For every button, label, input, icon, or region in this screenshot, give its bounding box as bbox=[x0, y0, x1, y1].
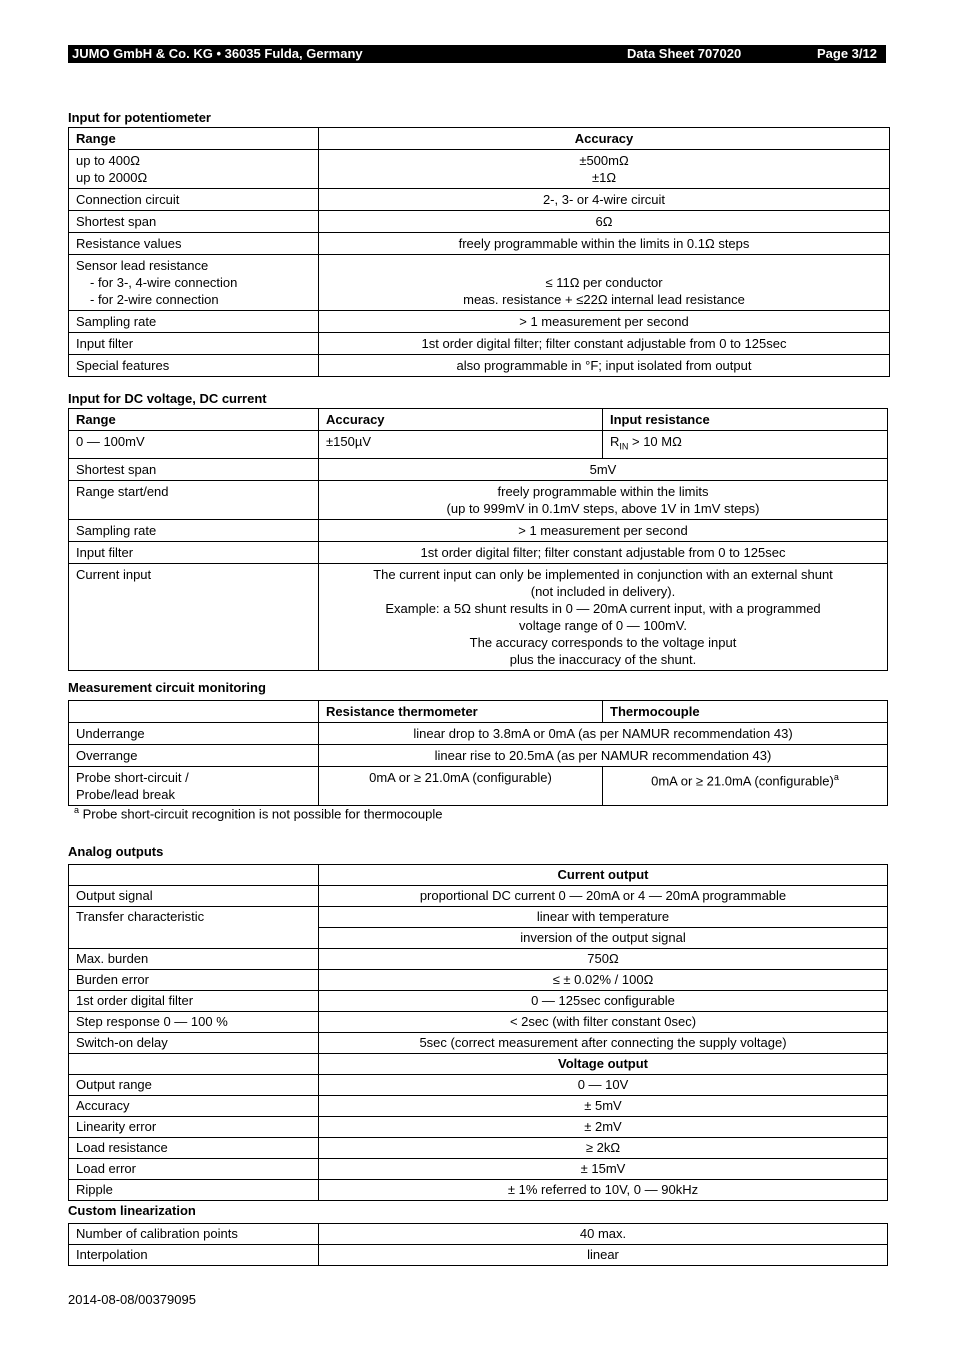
label-cell: Special features bbox=[69, 355, 319, 377]
table-row bbox=[69, 1117, 888, 1138]
value-cell: linear bbox=[319, 1245, 888, 1266]
table-row bbox=[69, 1054, 888, 1075]
cell-text: (up to 999mV in 0.1mV steps, above 1V in 1mV steps) bbox=[446, 500, 760, 516]
section-title-dc-input: Input for DC voltage, DC current bbox=[68, 391, 267, 406]
footnote bbox=[74, 805, 442, 821]
table-row bbox=[69, 745, 888, 767]
cell-text: (not included in delivery). bbox=[530, 583, 676, 599]
value-cell: ±150µV bbox=[319, 431, 603, 459]
value-cell: 1st order digital filter; filter constant adjustable from 0 to 125sec bbox=[319, 541, 888, 563]
section-title-monitoring: Measurement circuit monitoring bbox=[68, 680, 266, 695]
table-row bbox=[69, 458, 888, 480]
table-row bbox=[69, 409, 888, 431]
value-cell: ± 5mV bbox=[319, 1096, 888, 1117]
table-row bbox=[69, 701, 888, 723]
value-cell: 0mA or ≥ 21.0mA (configurable) bbox=[319, 767, 603, 806]
label-cell: Underrange bbox=[69, 723, 319, 745]
cell-text: 0mA or ≥ 21.0mA (configurable) bbox=[651, 773, 834, 789]
label-cell: Output signal bbox=[69, 886, 319, 907]
table-monitoring bbox=[68, 700, 888, 806]
table-row bbox=[69, 150, 890, 189]
value-cell: freely programmable within the limits in 0.1Ω steps bbox=[319, 233, 890, 255]
cell-text: Sensor lead resistance bbox=[76, 258, 209, 273]
value-cell: > 1 measurement per second bbox=[319, 311, 890, 333]
value-cell: 5mV bbox=[319, 458, 888, 480]
cell-text: up to 400Ω bbox=[76, 153, 140, 168]
value-cell: proportional DC current 0 — 20mA or 4 — 20mA programmable bbox=[319, 886, 888, 907]
table-row bbox=[69, 886, 888, 907]
table-row bbox=[69, 211, 890, 233]
value-cell: inversion of the output signal bbox=[319, 928, 888, 949]
value-cell: also programmable in °F; input isolated from output bbox=[319, 355, 890, 377]
cell-text: Probe/lead break bbox=[76, 787, 176, 802]
table-row bbox=[69, 1012, 888, 1033]
cell-text: plus the inaccuracy of the shunt. bbox=[509, 651, 697, 667]
value-cell: 0 — 10V bbox=[319, 1075, 888, 1096]
label-cell: Max. burden bbox=[69, 949, 319, 970]
table-dc-input bbox=[68, 408, 888, 671]
table-row bbox=[69, 970, 888, 991]
header-cell: Current output bbox=[319, 865, 888, 886]
label-cell: Sampling rate bbox=[69, 519, 319, 541]
value-cell: ± 2mV bbox=[319, 1117, 888, 1138]
header-cell: Accuracy bbox=[319, 409, 603, 431]
cell-text: IN bbox=[619, 441, 629, 452]
value-cell: 40 max. bbox=[319, 1224, 888, 1245]
header-bar bbox=[68, 45, 886, 63]
label-cell: Load resistance bbox=[69, 1138, 319, 1159]
table-row bbox=[69, 723, 888, 745]
label-cell: Number of calibration points bbox=[69, 1224, 319, 1245]
cell-text: ±500mΩ bbox=[579, 153, 629, 168]
value-cell bbox=[319, 150, 890, 189]
cell-text: The accuracy corresponds to the voltage input bbox=[469, 634, 737, 650]
header-cell: Resistance thermometer bbox=[319, 701, 603, 723]
table-row bbox=[69, 519, 888, 541]
table-row bbox=[69, 355, 890, 377]
label-cell: Accuracy bbox=[69, 1096, 319, 1117]
value-cell: 1st order digital filter; filter constant adjustable from 0 to 125sec bbox=[319, 333, 890, 355]
label-cell: Resistance values bbox=[69, 233, 319, 255]
value-cell: linear with temperature bbox=[319, 907, 888, 928]
value-cell: linear drop to 3.8mA or 0mA (as per NAMUR recommendation 43) bbox=[319, 723, 888, 745]
value-cell: 5sec (correct measurement after connecting the supply voltage) bbox=[319, 1033, 888, 1054]
table-row bbox=[69, 1245, 888, 1266]
table-row bbox=[69, 255, 890, 311]
label-cell: Current input bbox=[69, 563, 319, 670]
table-row bbox=[69, 949, 888, 970]
header-cell: Range bbox=[69, 128, 319, 150]
label-cell: Linearity error bbox=[69, 1117, 319, 1138]
value-cell: < 2sec (with filter constant 0sec) bbox=[319, 1012, 888, 1033]
label-cell: Ripple bbox=[69, 1180, 319, 1201]
label-cell: 1st order digital filter bbox=[69, 991, 319, 1012]
label-cell bbox=[69, 150, 319, 189]
header-company: JUMO GmbH & Co. KG • 36035 Fulda, Germany bbox=[72, 46, 363, 61]
label-cell: Output range bbox=[69, 1075, 319, 1096]
table-row bbox=[69, 767, 888, 806]
table-custom-linearization bbox=[68, 1223, 888, 1266]
header-page: Page 3/12 bbox=[817, 46, 877, 61]
section-title-analog-outputs: Analog outputs bbox=[68, 844, 164, 859]
footnote-text: Probe short-circuit recognition is not possible for thermocouple bbox=[79, 806, 443, 822]
label-cell bbox=[69, 767, 319, 806]
section-title-potentiometer: Input for potentiometer bbox=[68, 110, 211, 125]
table-row bbox=[69, 1180, 888, 1201]
label-cell: Transfer characteristic bbox=[69, 907, 319, 949]
label-cell: Shortest span bbox=[69, 211, 319, 233]
table-row bbox=[69, 1224, 888, 1245]
table-row bbox=[69, 1159, 888, 1180]
footer-doc-code: 2014-08-08/00379095 bbox=[68, 1292, 196, 1307]
cell-text: Example: a 5Ω shunt results in 0 — 20mA current input, with a programmed bbox=[385, 600, 821, 616]
label-cell: Connection circuit bbox=[69, 189, 319, 211]
table-potentiometer bbox=[68, 127, 890, 377]
cell-text: meas. resistance + ≤22Ω internal lead resistance bbox=[463, 292, 745, 307]
table-row bbox=[69, 1138, 888, 1159]
value-cell bbox=[319, 255, 890, 311]
value-cell: ≥ 2kΩ bbox=[319, 1138, 888, 1159]
value-cell: 0 — 125sec configurable bbox=[319, 991, 888, 1012]
table-analog-outputs bbox=[68, 864, 888, 1201]
header-doc: Data Sheet 707020 bbox=[627, 46, 742, 61]
cell-text: voltage range of 0 — 100mV. bbox=[519, 617, 687, 633]
table-row bbox=[69, 480, 888, 519]
value-cell bbox=[603, 767, 888, 806]
table-row bbox=[69, 991, 888, 1012]
label-cell: Overrange bbox=[69, 745, 319, 767]
header-cell: Range bbox=[69, 409, 319, 431]
value-cell: 2-, 3- or 4-wire circuit bbox=[319, 189, 890, 211]
table-row bbox=[69, 431, 888, 459]
cell-text: ±1Ω bbox=[591, 170, 617, 185]
table-row bbox=[69, 563, 888, 670]
table-row bbox=[69, 189, 890, 211]
label-cell: Input filter bbox=[69, 333, 319, 355]
cell-text: - for 3-, 4-wire connection bbox=[90, 275, 238, 290]
cell-text: R bbox=[610, 434, 620, 449]
value-cell bbox=[319, 563, 888, 670]
label-cell bbox=[69, 255, 319, 311]
label-cell: Shortest span bbox=[69, 458, 319, 480]
table-row bbox=[69, 907, 888, 928]
cell-text: The current input can only be implemented in conjunction with an external shunt bbox=[373, 566, 833, 582]
value-cell: 750Ω bbox=[319, 949, 888, 970]
header-cell: Thermocouple bbox=[603, 701, 888, 723]
cell-text: freely programmable within the limits bbox=[497, 483, 709, 499]
label-cell: Interpolation bbox=[69, 1245, 319, 1266]
header-cell bbox=[69, 865, 319, 886]
header-cell bbox=[69, 1054, 319, 1075]
label-cell: Burden error bbox=[69, 970, 319, 991]
label-cell: Load error bbox=[69, 1159, 319, 1180]
label-cell: Switch-on delay bbox=[69, 1033, 319, 1054]
cell-text: Probe short-circuit / bbox=[76, 770, 189, 785]
value-cell bbox=[319, 480, 888, 519]
header-cell: Voltage output bbox=[319, 1054, 888, 1075]
header-cell: Input resistance bbox=[603, 409, 888, 431]
table-row bbox=[69, 233, 890, 255]
cell-text: ≤ 11Ω per conductor bbox=[545, 275, 663, 290]
table-row bbox=[69, 1075, 888, 1096]
section-title-custom-linearization: Custom linearization bbox=[68, 1203, 196, 1218]
label-cell: 0 — 100mV bbox=[69, 431, 319, 459]
value-cell: ≤ ± 0.02% / 100Ω bbox=[319, 970, 888, 991]
value-cell bbox=[603, 431, 888, 459]
value-cell: 6Ω bbox=[319, 211, 890, 233]
cell-text: > 10 MΩ bbox=[628, 434, 682, 449]
table-row bbox=[69, 541, 888, 563]
value-cell: ± 1% referred to 10V, 0 — 90kHz bbox=[319, 1180, 888, 1201]
table-row bbox=[69, 311, 890, 333]
label-cell: Step response 0 — 100 % bbox=[69, 1012, 319, 1033]
table-row bbox=[69, 1033, 888, 1054]
header-cell bbox=[69, 701, 319, 723]
label-cell: Range start/end bbox=[69, 480, 319, 519]
label-cell: Sampling rate bbox=[69, 311, 319, 333]
header-cell: Accuracy bbox=[319, 128, 890, 150]
label-cell: Input filter bbox=[69, 541, 319, 563]
cell-text: - for 2-wire connection bbox=[90, 292, 219, 307]
footnote-marker: a bbox=[833, 772, 839, 782]
table-row bbox=[69, 865, 888, 886]
value-cell: ± 15mV bbox=[319, 1159, 888, 1180]
value-cell: > 1 measurement per second bbox=[319, 519, 888, 541]
table-row bbox=[69, 1096, 888, 1117]
table-row bbox=[69, 128, 890, 150]
value-cell: linear rise to 20.5mA (as per NAMUR recommendation 43) bbox=[319, 745, 888, 767]
cell-text: up to 2000Ω bbox=[76, 170, 148, 185]
table-row bbox=[69, 333, 890, 355]
footnote-marker: a bbox=[74, 805, 80, 815]
